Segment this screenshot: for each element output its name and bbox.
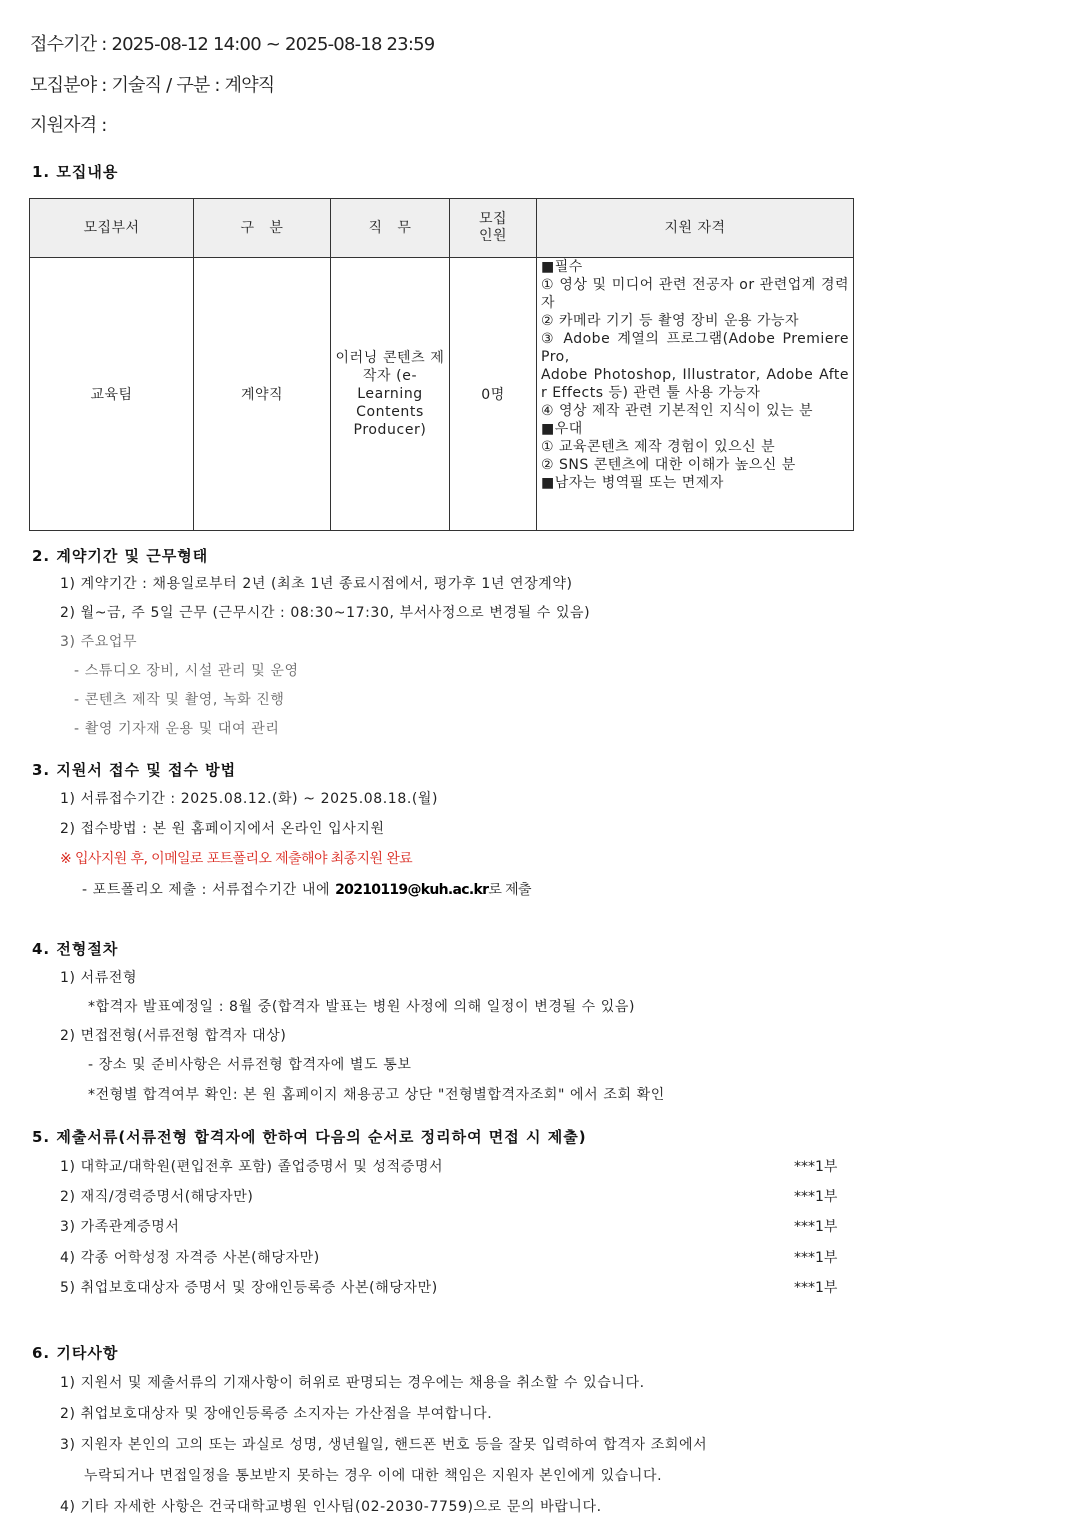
copies-count: ***1부 <box>794 1159 838 1175</box>
duty-item: - 촬영 기자재 운용 및 대여 관리 <box>74 721 280 737</box>
duty-item: - 스튜디오 장비, 시설 관리 및 운영 <box>74 663 299 679</box>
section-2-title: 2. 계약기간 및 근무형태 <box>32 547 209 565</box>
notice-item: 3) 지원자 본인의 고의 또는 과실로 성명, 생년월일, 핸드폰 번호 등을 잘못 입력하여 합격자 조회에서 <box>60 1437 708 1453</box>
header-qualification: 지원 자격 <box>537 199 854 258</box>
notice-item: 2) 취업보호대상자 및 장애인등록증 소지자는 가산점을 부여합니다. <box>60 1406 493 1422</box>
portfolio-prefix: - 포트폴리오 제출 : 서류접수기간 내에 <box>82 882 336 898</box>
recruit-table <box>29 198 854 531</box>
interview-screening: 2) 면접전형(서류전형 합격자 대상) <box>60 1028 287 1044</box>
contract-period: 1) 계약기간 : 채용일로부터 2년 (최초 1년 종료시점에서, 평가후 1년 연장계약) <box>60 576 573 592</box>
document-item: 5) 취업보호대상자 증명서 및 장애인등록증 사본(해당자만) <box>60 1280 438 1296</box>
cell-qualification <box>537 258 854 531</box>
qual-line: ③ Adobe 계열의 프로그램(Adobe Premiere Pro, <box>541 331 849 365</box>
work-schedule: 2) 월~금, 주 5일 근무 (근무시간 : 08:30~17:30, 부서사정으로 변경될 수 있음) <box>60 605 591 621</box>
copies-count: ***1부 <box>794 1189 838 1205</box>
announcement-note: *합격자 발표예정일 : 8월 중(합격자 발표는 병원 사정에 의해 일정이 변경될 수 있음) <box>88 999 636 1015</box>
copies-count: ***1부 <box>794 1219 838 1235</box>
header-duty: 직 무 <box>331 199 450 258</box>
interview-note: - 장소 및 준비사항은 서류전형 합격자에 별도 통보 <box>88 1057 412 1073</box>
qual-line: ■남자는 병역필 또는 면제자 <box>541 475 724 491</box>
table-row <box>30 258 854 531</box>
cell-dept: 교육팀 <box>30 258 194 531</box>
section-5-title: 5. 제출서류(서류전형 합격자에 한하여 다음의 순서로 정리하여 면접 시 제출) <box>32 1128 587 1146</box>
qual-line: ④ 영상 제작 관련 기본적인 지식이 있는 분 <box>541 403 814 419</box>
document-item: 2) 재직/경력증명서(해당자만) <box>60 1189 254 1205</box>
section-3-title: 3. 지원서 접수 및 접수 방법 <box>32 761 237 779</box>
main-duties-label: 3) 주요업무 <box>60 634 138 650</box>
qual-line: ■필수 <box>541 259 583 275</box>
document-screening: 1) 서류전형 <box>60 970 138 986</box>
section-4-title: 4. 전형절차 <box>32 940 119 958</box>
qual-line: ① 영상 및 미디어 관련 전공자 or 관련업계 경력자 <box>541 277 849 311</box>
portfolio-suffix: 로 제출 <box>488 882 531 898</box>
contact-info: 4) 기타 자세한 사항은 건국대학교병원 인사팀(02-2030-7759)으로 문의 바랍니다. <box>60 1499 602 1515</box>
notice-item-continued: 누락되거나 면접일정을 통보받지 못하는 경우 이에 대한 책임은 지원자 본인에게 있습니다. <box>84 1468 663 1484</box>
recruit-field: 모집분야 : 기술직 / 구분 : 계약직 <box>30 75 275 96</box>
copies-count: ***1부 <box>794 1280 838 1296</box>
duty-item: - 콘텐츠 제작 및 촬영, 녹화 진행 <box>74 692 285 708</box>
copies-count: ***1부 <box>794 1250 838 1266</box>
header-count: 모집 인원 <box>450 199 537 258</box>
header-dept: 모집부서 <box>30 199 194 258</box>
portfolio-email-link[interactable]: 20210119@kuh.ac.kr <box>335 882 489 898</box>
qual-line: ① 교육콘텐츠 제작 경험이 있으신 분 <box>541 439 776 455</box>
portfolio-notice: ※ 입사지원 후, 이메일로 포트폴리오 제출해야 최종지원 완료 <box>60 851 413 867</box>
application-period: 접수기간 : 2025-08-12 14:00 ~ 2025-08-18 23:59 <box>30 34 435 55</box>
section-1-title: 1. 모집내용 <box>32 163 119 181</box>
qualification-label: 지원자격 : <box>30 115 107 136</box>
application-method: 2) 접수방법 : 본 원 홈페이지에서 온라인 입사지원 <box>60 821 385 837</box>
qual-line: Adobe Photoshop, Illustrator, Adobe After Effects 등) 관련 툴 사용 가능자 <box>541 367 849 401</box>
notice-item: 1) 지원서 및 제출서류의 기재사항이 허위로 판명되는 경우에는 채용을 취소할 수 있습니다. <box>60 1375 645 1391</box>
header-type: 구 분 <box>194 199 331 258</box>
cell-count: 0명 <box>450 258 537 531</box>
qual-line: ■우대 <box>541 421 583 437</box>
qual-line: ② 카메라 기기 등 촬영 장비 운용 가능자 <box>541 313 800 329</box>
cell-duty: 이러닝 콘텐츠 제작자 (e-Learning Contents Producer) <box>331 258 450 531</box>
document-item: 4) 각종 어학성정 자격증 사본(해당자만) <box>60 1250 320 1266</box>
cell-type: 계약직 <box>194 258 331 531</box>
document-period: 1) 서류접수기간 : 2025.08.12.(화) ~ 2025.08.18.(월) <box>60 791 439 807</box>
document-item: 3) 가족관계증명서 <box>60 1219 180 1235</box>
portfolio-submission <box>82 879 531 899</box>
table-header-row <box>30 199 854 258</box>
result-check-note: *전형별 합격여부 확인: 본 원 홈페이지 채용공고 상단 "전형별합격자조회" 에서 조회 확인 <box>88 1087 665 1103</box>
document-item: 1) 대학교/대학원(편입전후 포함) 졸업증명서 및 성적증명서 <box>60 1159 444 1175</box>
qual-line: ② SNS 콘텐츠에 대한 이해가 높으신 분 <box>541 457 796 473</box>
section-6-title: 6. 기타사항 <box>32 1344 119 1362</box>
